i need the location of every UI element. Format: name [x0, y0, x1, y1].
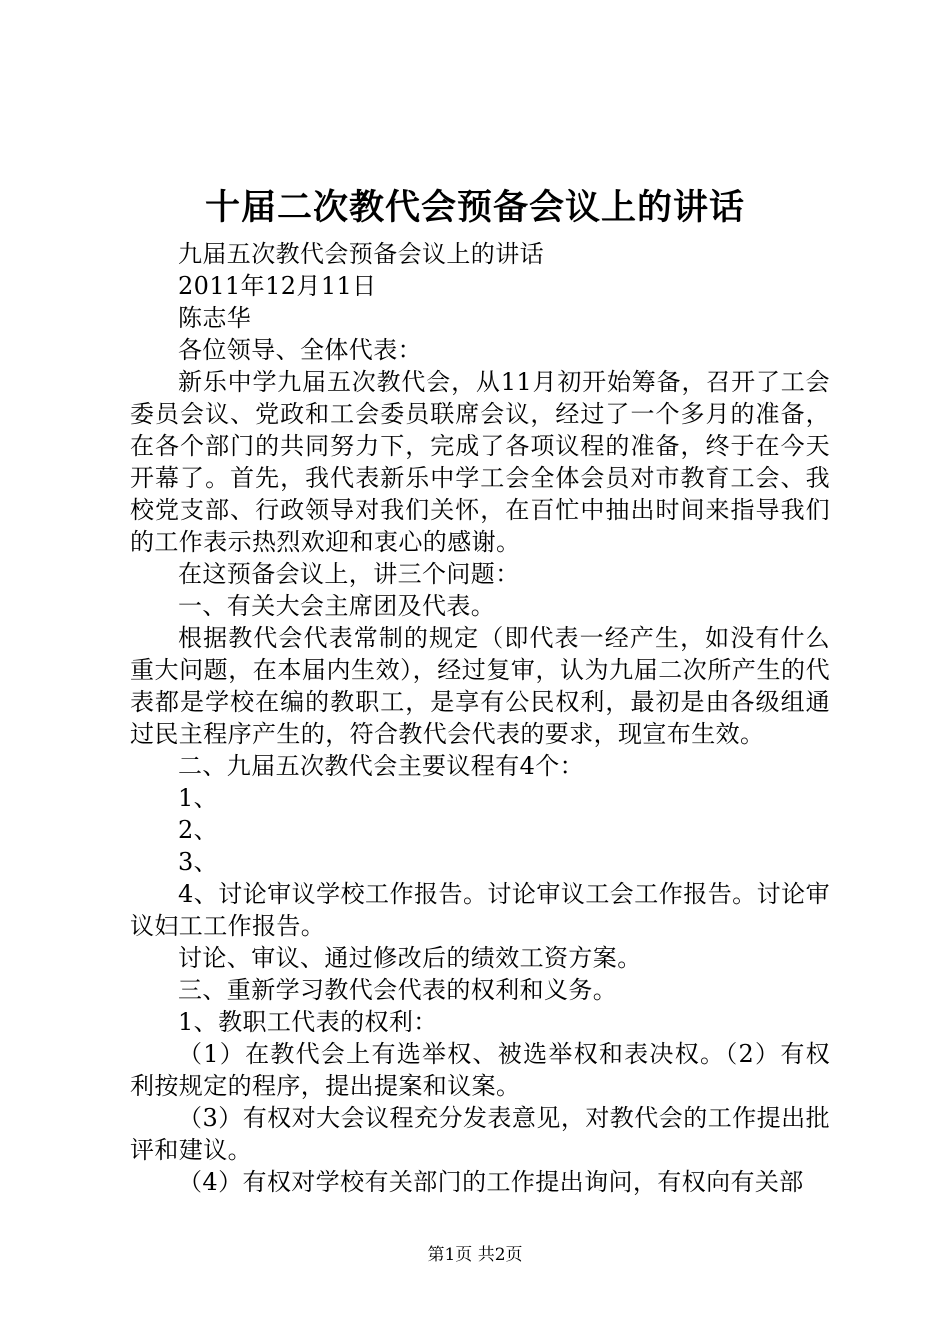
salutation: 各位领导、全体代表：: [178, 336, 422, 364]
paragraph: 新乐中学九届五次教代会，从11月初开始筹备，召开了工会委员会议、党政和工会委员联席会议，经过了一个多月的准备，在各个部门的共同努力下，完成了各项议程的准备，终于在今天开幕了。首先，我代表新乐中学工会全体会员对市教育工会、我校党支部、行政领导对我们关怀，在百忙中抽出时间来指导我们的工作表示热烈欢迎和衷心的感谢。: [130, 368, 830, 556]
list-item: （1）在教代会上有选举权、被选举权和表决权。（2）有权利按规定的程序，提出提案和议案。: [130, 1040, 830, 1100]
list-item: （4）有权对学校有关部门的工作提出询问，有权向有关部: [178, 1168, 804, 1196]
subsection-heading: 1、教职工代表的权利：: [178, 1008, 438, 1036]
list-item: 1、: [178, 784, 219, 812]
paragraph: 在这预备会议上，讲三个问题：: [178, 560, 520, 588]
paragraph: 讨论、审议、通过修改后的绩效工资方案。: [178, 944, 642, 972]
date-line: 2011年12月11日: [178, 272, 377, 300]
paragraph: 根据教代会代表常制的规定（即代表一经产生，如没有什么重大问题，在本届内生效），经过复审，认为九届二次所产生的代表都是学校在编的教职工，是享有公民权利，最初是由各级组通过民主程序产生的，符合教代会代表的要求，现宣布生效。: [130, 624, 830, 748]
document-body: [130, 238, 830, 1198]
list-item: 4、讨论审议学校工作报告。讨论审议工会工作报告。讨论审议妇工工作报告。: [130, 880, 830, 940]
section-heading: 三、重新学习教代会代表的权利和义务。: [178, 976, 618, 1004]
document-title: 十届二次教代会预备会议上的讲话: [204, 187, 745, 228]
list-item: 2、: [178, 816, 219, 844]
page-footer: 第1页 共2页: [427, 1245, 523, 1265]
section-heading: 二、九届五次教代会主要议程有4个：: [178, 752, 585, 780]
list-item: 3、: [178, 848, 219, 876]
author-line: 陈志华: [178, 304, 252, 332]
section-heading: 一、有关大会主席团及代表。: [178, 592, 496, 620]
subtitle-line: 九届五次教代会预备会议上的讲话: [178, 240, 544, 268]
list-item: （3）有权对大会议程充分发表意见，对教代会的工作提出批评和建议。: [130, 1104, 830, 1164]
